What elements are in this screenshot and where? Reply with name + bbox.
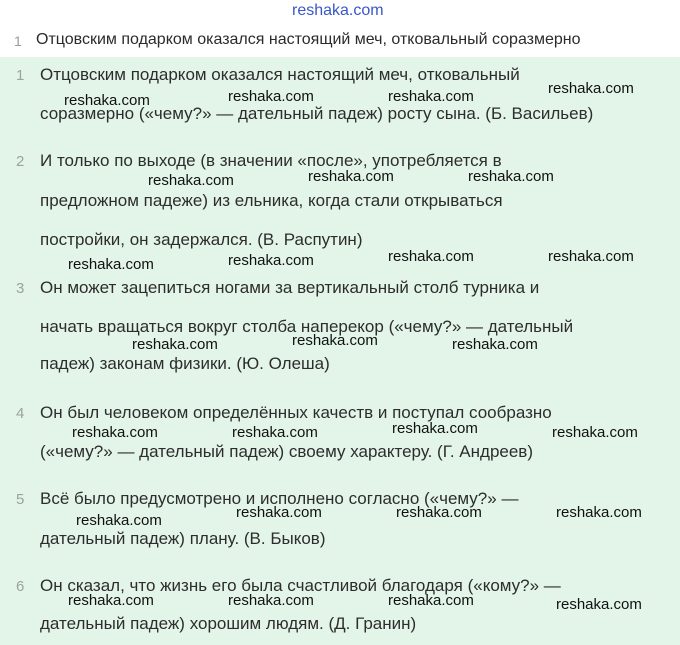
preview-number: 1 [14, 33, 22, 49]
preview-line [0, 30, 680, 56]
item-line: Всё было предусмотрено и исполнено согласно («чему?» — [40, 489, 519, 508]
item-line: дательный падеж) плану. (В. Быков) [40, 529, 326, 548]
watermark: reshaka.com [552, 424, 638, 441]
watermark: reshaka.com [388, 592, 474, 609]
watermark: reshaka.com [228, 88, 314, 105]
item-line: предложном падеже) из ельника, когда стали открываться [40, 191, 503, 210]
item-number: 4 [16, 405, 25, 422]
item-line: дательный падеж) хорошим людям. (Д. Гранин) [40, 614, 417, 633]
item-number: 6 [16, 578, 25, 595]
watermark: reshaka.com [64, 92, 150, 109]
item-line: соразмерно («чему?» — дательный падеж) росту сына. (Б. Васильев) [40, 104, 594, 123]
preview-text: Отцовским подарком оказался настоящий меч, отковальный соразмерно [36, 31, 581, 48]
watermark: reshaka.com [556, 504, 642, 521]
watermark: reshaka.com [388, 248, 474, 265]
item-number: 5 [16, 491, 25, 508]
item-line: падеж) законам физики. (Ю. Олеша) [40, 354, 330, 373]
watermark: reshaka.com [548, 248, 634, 265]
watermark: reshaka.com [452, 336, 538, 353]
watermark: reshaka.com [556, 596, 642, 613]
watermark: reshaka.com [148, 172, 234, 189]
watermark: reshaka.com [68, 256, 154, 273]
watermark: reshaka.com [68, 592, 154, 609]
watermark: reshaka.com [396, 504, 482, 521]
watermark: reshaka.com [468, 168, 554, 185]
site-link[interactable]: reshaka.com [292, 2, 384, 19]
watermark: reshaka.com [388, 88, 474, 105]
item-line: Он был человеком определённых качеств и поступал сообразно [40, 403, 552, 422]
watermark: reshaka.com [228, 592, 314, 609]
watermark: reshaka.com [308, 168, 394, 185]
watermark: reshaka.com [236, 504, 322, 521]
watermark: reshaka.com [548, 80, 634, 97]
watermark: reshaka.com [76, 512, 162, 529]
item-line: Он сказал, что жизнь его была счастливой благодаря («кому?» — [40, 576, 561, 595]
watermark: reshaka.com [72, 424, 158, 441]
watermark: reshaka.com [392, 420, 478, 437]
item-line: Отцовским подарком оказался настоящий меч, отковальный [40, 65, 520, 84]
item-number: 1 [16, 67, 25, 84]
watermark: reshaka.com [292, 332, 378, 349]
item-line: постройки, он задержался. (В. Распутин) [40, 230, 363, 249]
item-number: 2 [16, 153, 25, 170]
watermark: reshaka.com [228, 252, 314, 269]
item-line: И только по выходе (в значении «после», употребляется в [40, 151, 502, 170]
watermark: reshaka.com [132, 336, 218, 353]
item-line: Он может зацепиться ногами за вертикальный столб турника и [40, 278, 540, 297]
item-number: 3 [16, 280, 25, 297]
item-line: («чему?» — дательный падеж) своему характеру. (Г. Андреев) [40, 442, 533, 461]
answer-panel [0, 57, 680, 645]
item-line: начать вращаться вокруг столба наперекор («чему?» — дательный [40, 317, 574, 336]
watermark: reshaka.com [232, 424, 318, 441]
